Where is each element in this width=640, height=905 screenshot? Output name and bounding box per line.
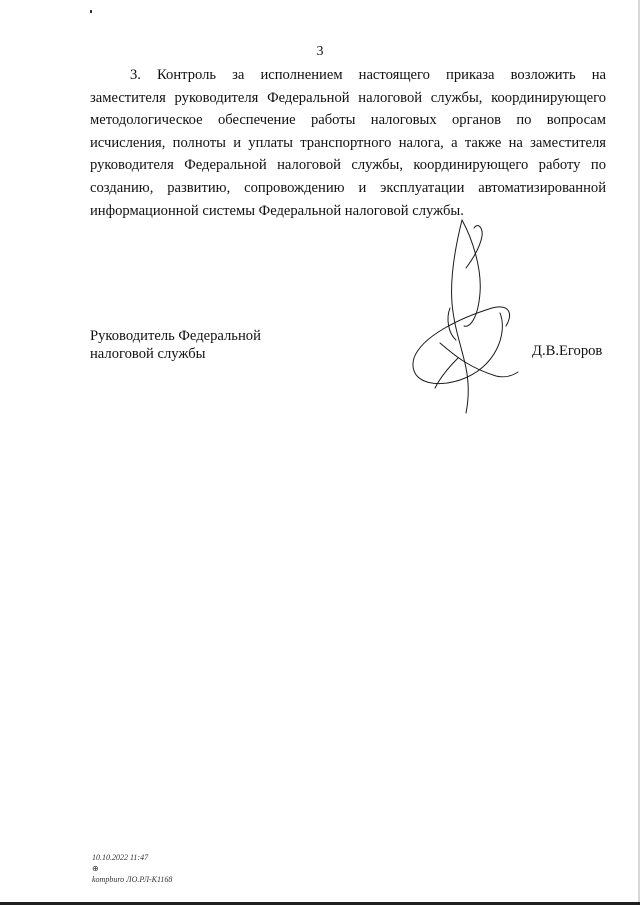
paragraph-line: исчисления, полноты и уплаты транспортного налога, а также на заместителя [90,134,606,151]
signer-title-line: Руководитель Федеральной [90,328,261,344]
paragraph-line: созданию, развитию, сопровождению и эксплуатации автоматизированной [90,179,606,196]
file-icon: ⊕ [92,864,99,873]
footer-file-ref [92,863,172,885]
signer-title-line: налоговой службы [90,346,206,362]
handwritten-signature [400,208,540,418]
paragraph-line: 3. Контроль за исполнением настоящего приказа возложить на [130,67,606,83]
scan-speck [90,10,92,13]
order-paragraph [90,64,606,222]
footer-timestamp: 10.10.2022 11:47 [92,853,149,862]
paragraph-line: руководителя Федеральной налоговой службы, координирующего работу по [90,157,606,174]
footer-file-ref-text: kompburo ЛО.РЛ-К1168 [92,875,173,884]
paragraph-line: методологическое обеспечение работы налоговых органов по вопросам [90,112,606,129]
signer-title [90,327,261,363]
paragraph-line: заместителя руководителя Федеральной налоговой службы, координирующего [90,89,606,106]
paragraph-line: информационной системы Федеральной налоговой службы. [90,202,464,219]
signer-name: Д.В.Егоров [532,343,603,359]
page-number: 3 [316,44,324,59]
footer-stamp [92,852,172,885]
